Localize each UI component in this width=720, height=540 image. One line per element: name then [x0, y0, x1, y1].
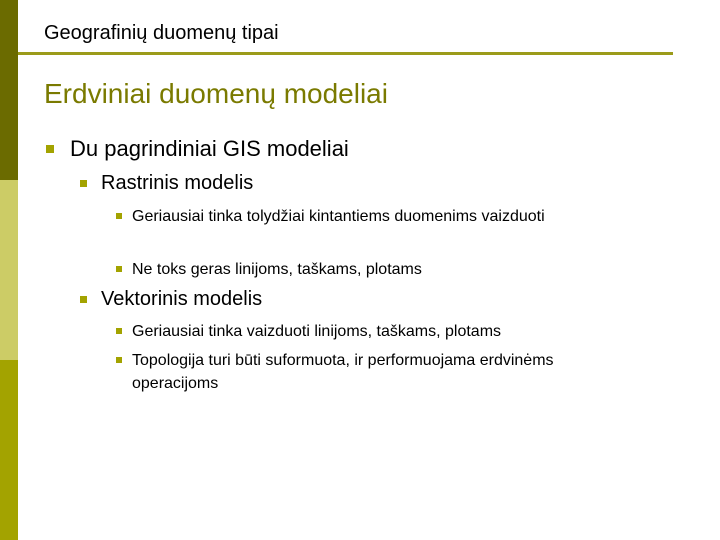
square-bullet-icon [116, 213, 122, 219]
bullet-text: Geriausiai tinka vaizduoti linijoms, taškams, plotams [132, 323, 502, 340]
bullet-level3 [116, 320, 572, 343]
decorative-side-bar [0, 0, 18, 540]
side-bar-segment [0, 180, 18, 360]
square-bullet-icon [116, 328, 122, 334]
square-bullet-icon [46, 145, 54, 153]
bullet-level1 [46, 136, 349, 162]
header-title: Geografinių duomenų tipai [44, 22, 279, 44]
bullet-text: Du pagrindiniai GIS modeliai [70, 136, 349, 161]
bullet-level2-vector [80, 288, 262, 311]
bullet-text: Rastrinis modelis [101, 172, 254, 194]
bullet-level3 [116, 205, 572, 228]
square-bullet-icon [116, 266, 122, 272]
square-bullet-icon [80, 296, 87, 303]
header-divider [18, 52, 673, 55]
bullet-text: Geriausiai tinka tolydžiai kintantiems duomenims vaizduoti [132, 208, 545, 225]
bullet-text: Ne toks geras linijoms, taškams, plotams [132, 261, 422, 278]
square-bullet-icon [116, 357, 122, 363]
square-bullet-icon [80, 180, 87, 187]
side-bar-segment [0, 360, 18, 540]
bullet-level2-raster [80, 172, 253, 195]
slide-title: Erdviniai duomenų modeliai [44, 78, 388, 109]
bullet-text: Topologija turi būti suformuota, ir performuojama erdvinėms operacijoms [132, 352, 554, 392]
bullet-text: Vektorinis modelis [101, 288, 263, 310]
bullet-level3 [116, 258, 572, 281]
side-bar-segment [0, 0, 18, 180]
bullet-level3 [116, 349, 572, 395]
